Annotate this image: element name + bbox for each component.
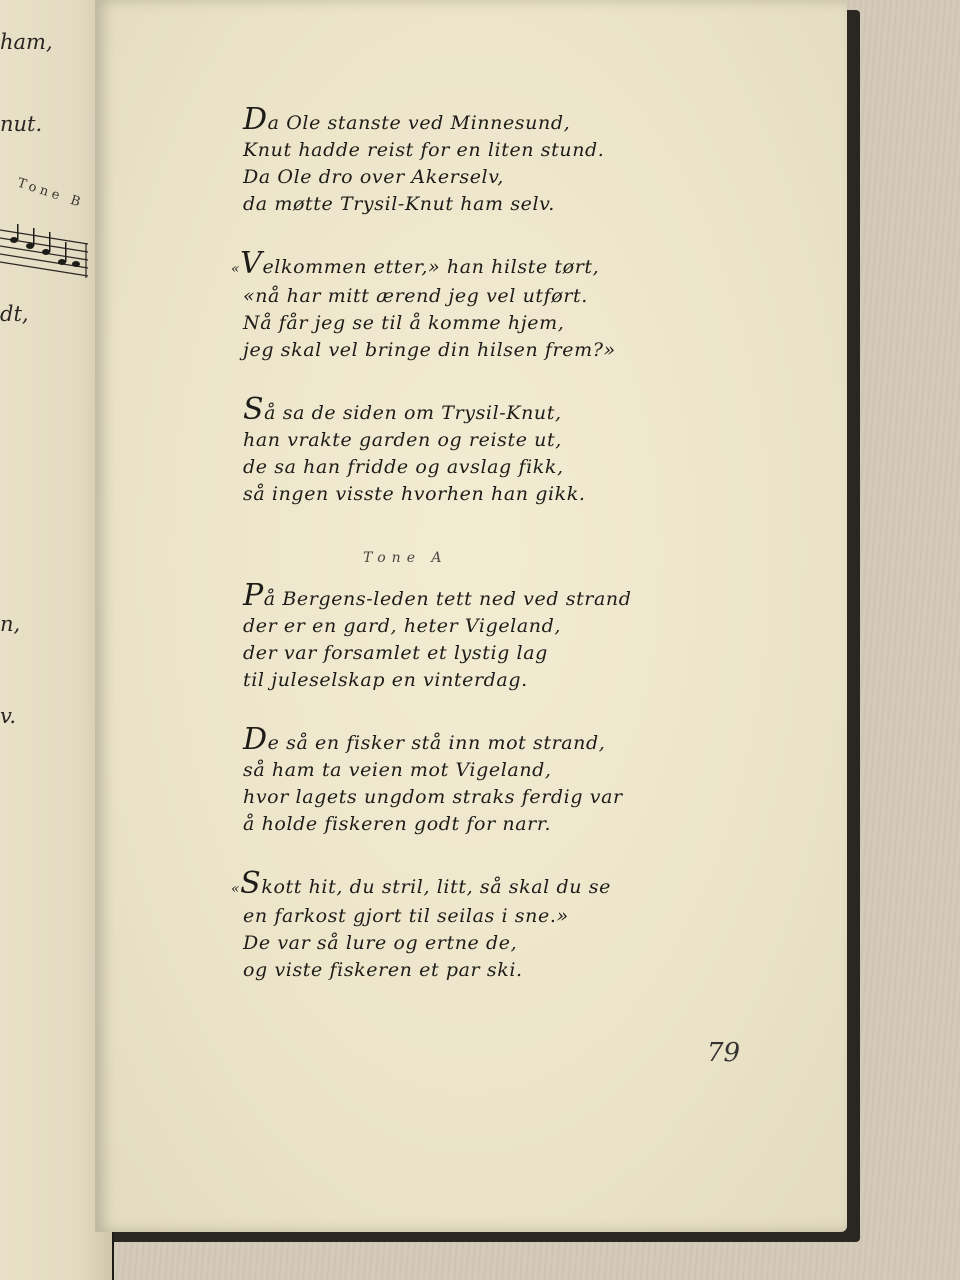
- opening-quote: «: [231, 261, 241, 277]
- verse-line: De var så lure og ertne de,: [243, 932, 518, 954]
- verse-line: «Skott hit, du stril, litt, så skal du se: [231, 866, 611, 901]
- verse-line: De så en fisker stå inn mot strand,: [243, 722, 606, 757]
- verse-line: Da Ole dro over Akerselv,: [243, 166, 504, 188]
- left-fragment: ham,: [0, 30, 53, 54]
- stanza: [243, 102, 703, 218]
- verse-line: så ingen visste hvorhen han gikk.: [243, 483, 586, 505]
- left-tone-label: Tone B: [15, 175, 86, 212]
- music-staff-icon: [0, 222, 90, 284]
- stanza: [231, 246, 703, 364]
- drop-cap: D: [243, 102, 268, 137]
- verse-line: så ham ta veien mot Vigeland,: [243, 759, 552, 781]
- verse-line: Knut hadde reist for en liten stund.: [243, 139, 605, 161]
- poem-text: [231, 102, 703, 984]
- drop-cap: V: [240, 246, 263, 281]
- verse-line: På Bergens-leden tett ned ved strand: [243, 578, 632, 613]
- verse-line: der var forsamlet et lystig lag: [243, 642, 548, 664]
- page-number: 79: [707, 1038, 741, 1068]
- right-page: [95, 0, 847, 1232]
- stanza: [243, 722, 703, 838]
- stanza: [243, 578, 703, 694]
- left-fragment: nut.: [0, 112, 43, 136]
- drop-cap: P: [243, 578, 264, 613]
- verse-line: de sa han fridde og avslag fikk,: [243, 456, 564, 478]
- verse-line: da møtte Trysil-Knut ham selv.: [243, 193, 555, 215]
- verse-line: Nå får jeg se til å komme hjem,: [243, 312, 565, 334]
- verse-line: han vrakte garden og reiste ut,: [243, 429, 562, 451]
- verse-line: Da Ole stanste ved Minnesund,: [243, 102, 571, 137]
- verse-line: til juleselskap en vinterdag.: [243, 669, 528, 691]
- stanza: [231, 866, 703, 984]
- drop-cap: S: [243, 392, 265, 427]
- verse-line: Så sa de siden om Trysil-Knut,: [243, 392, 562, 427]
- verse-line: en farkost gjort til seilas i sne.»: [243, 905, 569, 927]
- verse-line: «Velkommen etter,» han hilste tørt,: [231, 246, 600, 281]
- verse-line: «nå har mitt ærend jeg vel utført.: [243, 285, 588, 307]
- left-fragment: v.: [0, 704, 17, 728]
- verse-line: og viste fiskeren et par ski.: [243, 959, 523, 981]
- drop-cap: S: [240, 866, 262, 901]
- verse-line: å holde fiskeren godt for narr.: [243, 813, 552, 835]
- left-fragment: n,: [0, 612, 21, 636]
- verse-line: jeg skal vel bringe din hilsen frem?»: [243, 339, 616, 361]
- opening-quote: «: [231, 881, 241, 897]
- left-fragment: dt,: [0, 302, 29, 326]
- stanza: [243, 392, 703, 508]
- verse-line: der er en gard, heter Vigeland,: [243, 615, 562, 637]
- tone-heading: Tone A: [363, 550, 448, 566]
- drop-cap: D: [243, 722, 268, 757]
- verse-line: hvor lagets ungdom straks ferdig var: [243, 786, 623, 808]
